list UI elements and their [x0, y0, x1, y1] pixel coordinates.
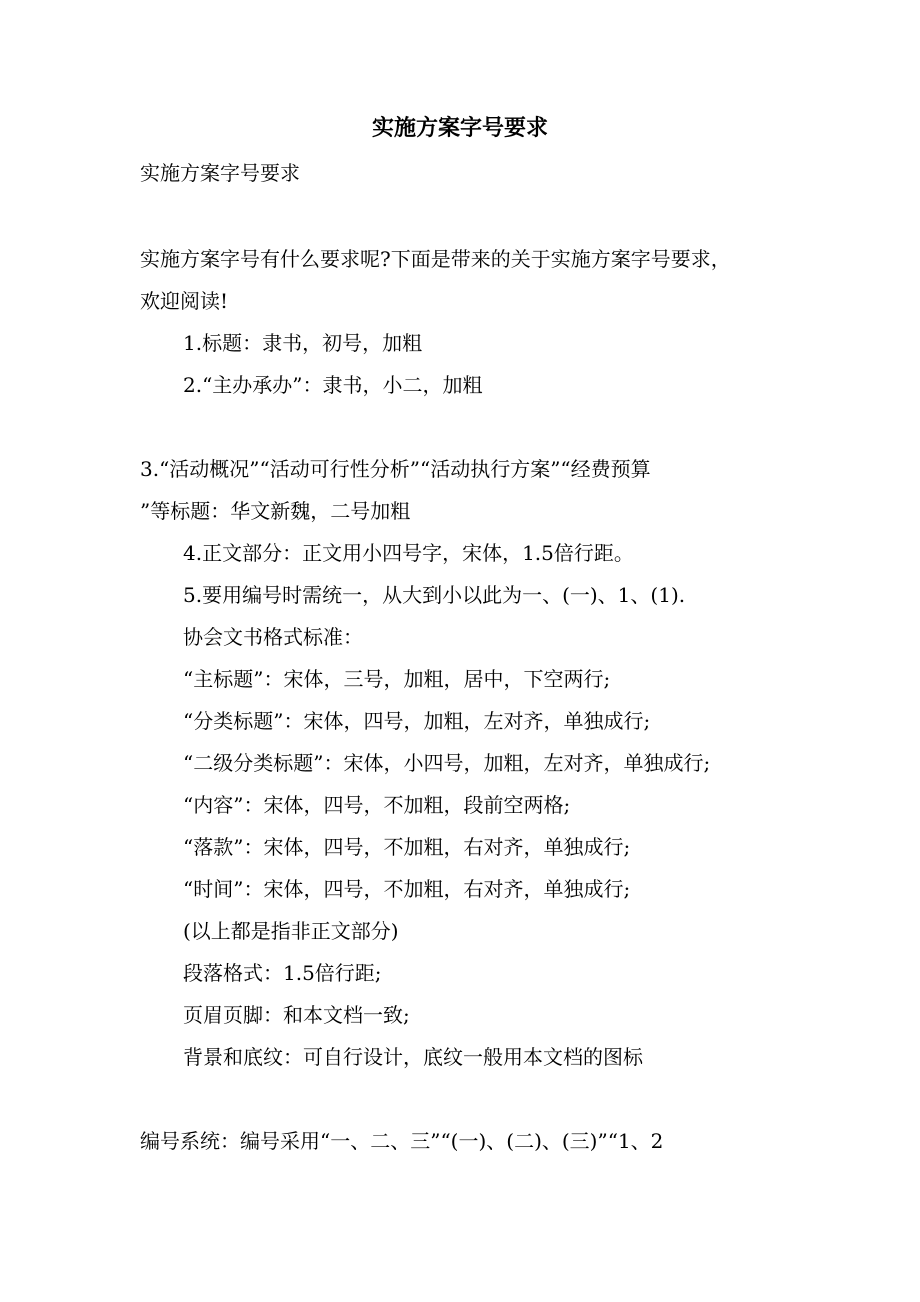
std-time: “时间”：宋体，四号，不加粗，右对齐，单独成行;: [183, 877, 631, 901]
document-subtitle: 实施方案字号要求: [140, 161, 300, 185]
intro-line-1: 实施方案字号有什么要求呢?下面是带来的关于实施方案字号要求，: [140, 247, 731, 271]
intro-line-2: 欢迎阅读!: [140, 289, 229, 313]
item-2: 2.“主办承办”：隶书，小二，加粗: [183, 373, 483, 397]
header-footer: 页眉页脚：和本文档一致;: [183, 1003, 410, 1027]
std-sub-category-title: “二级分类标题”：宋体，小四号，加粗，左对齐，单独成行;: [183, 751, 711, 775]
std-category-title: “分类标题”：宋体，四号，加粗，左对齐，单独成行;: [183, 709, 651, 733]
paragraph-format: 段落格式：1.5倍行距;: [183, 961, 382, 985]
numbering-system: 编号系统：编号采用“一、二、三”“(一)、(二)、(三)”“1、2: [140, 1129, 664, 1153]
std-main-title: “主标题”：宋体，三号，加粗，居中，下空两行;: [183, 667, 611, 691]
std-content: “内容”：宋体，四号，不加粗，段前空两格;: [183, 793, 571, 817]
std-signature: “落款”：宋体，四号，不加粗，右对齐，单独成行;: [183, 835, 631, 859]
item-4: 4.正文部分：正文用小四号字，宋体，1.5倍行距。: [183, 541, 634, 565]
note-non-body: (以上都是指非正文部分): [183, 919, 399, 943]
item-3-line-1: 3.“活动概况”“活动可行性分析”“活动执行方案”“经费预算: [140, 457, 651, 481]
item-3-line-2: ”等标题：华文新魏，二号加粗: [140, 499, 411, 523]
item-1: 1.标题：隶书，初号，加粗: [183, 331, 423, 355]
background-shading: 背景和底纹：可自行设计，底纹一般用本文档的图标: [183, 1045, 643, 1069]
item-5: 5.要用编号时需统一，从大到小以此为一、(一)、1、(1).: [183, 583, 686, 607]
assoc-heading: 协会文书格式标准：: [183, 625, 363, 649]
document-title: 实施方案字号要求: [371, 115, 548, 141]
